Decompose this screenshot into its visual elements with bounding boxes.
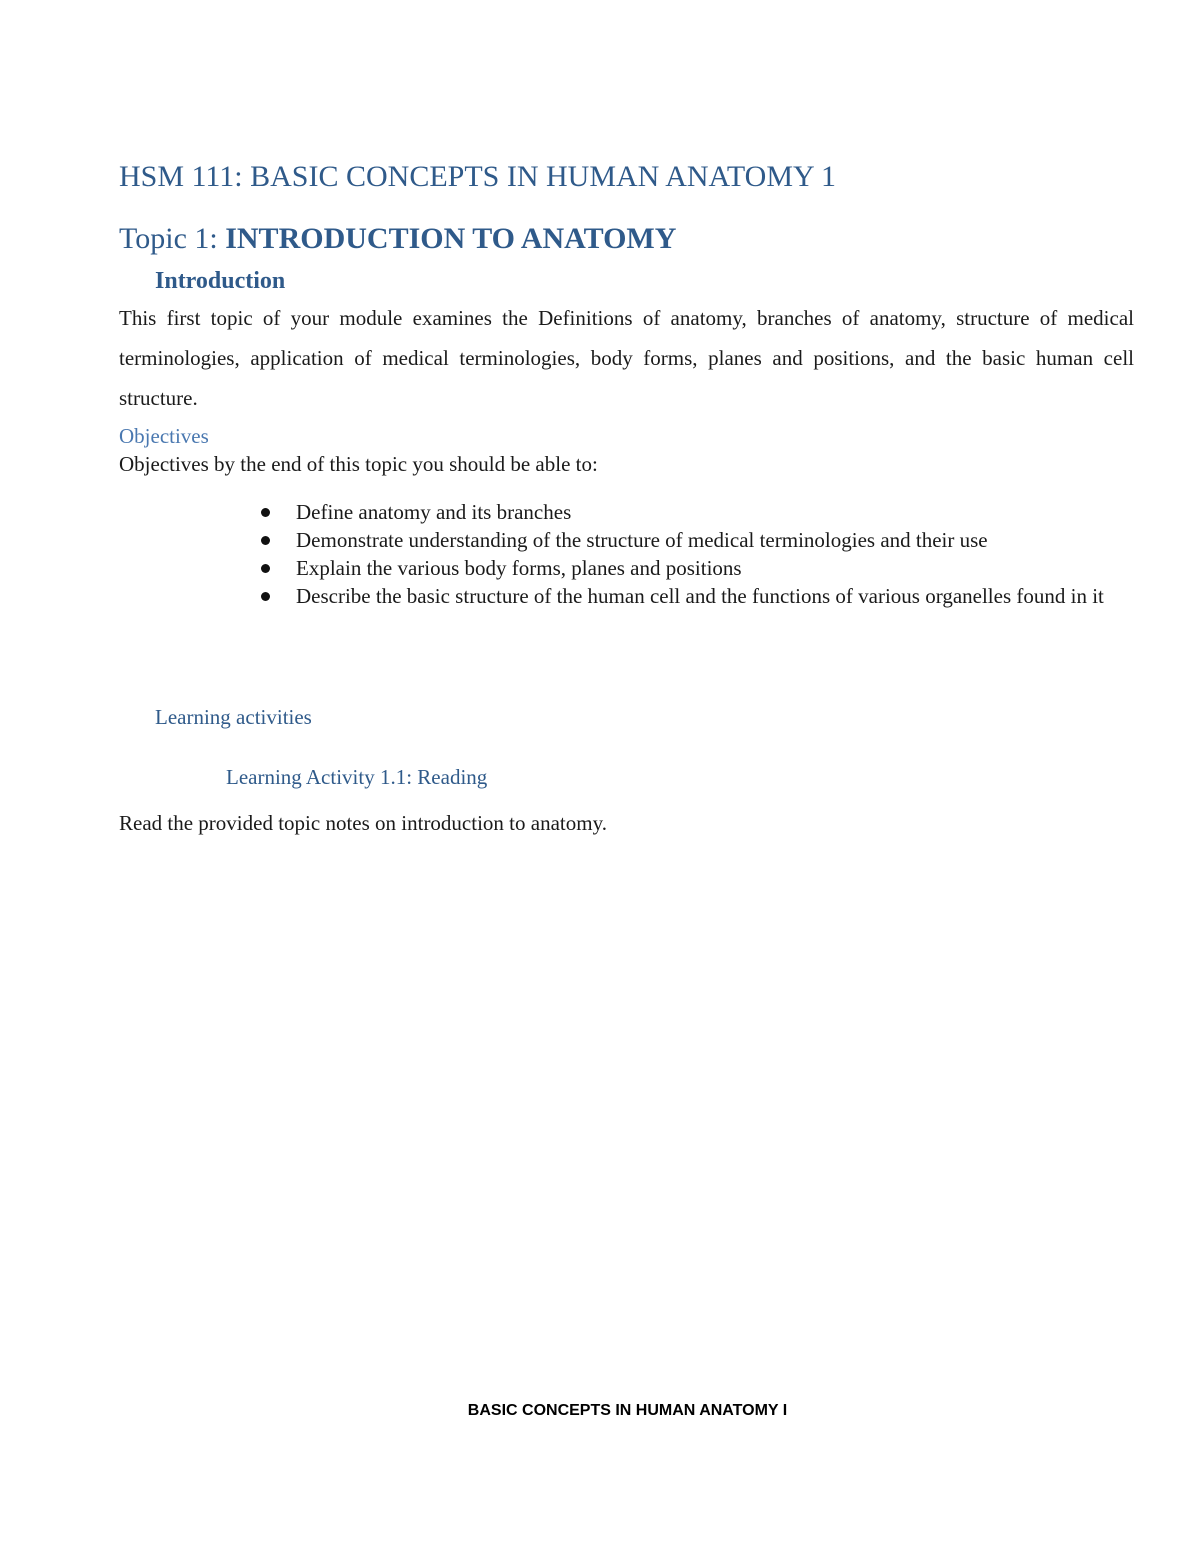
objective-text: Demonstrate understanding of the structure of medical terminologies and their use [296,528,988,552]
objective-text: Describe the basic structure of the human cell and the functions of various organelles found in it [296,584,1104,608]
topic-prefix: Topic 1: [119,222,226,255]
learning-activities-heading: Learning activities [155,705,312,729]
objectives-list [296,498,1134,610]
introduction-paragraph: This first topic of your module examines the Definitions of anatomy, branches of anatomy, structure of medical terminologies, application of medical terminologies, body forms, planes and positions, and the basic human cell structure. [119,306,1134,410]
objectives-heading: Objectives [119,424,209,448]
objective-item [296,554,1134,582]
topic-name: INTRODUCTION TO ANATOMY [225,222,677,255]
page-footer: BASIC CONCEPTS IN HUMAN ANATOMY I [467,1402,788,1419]
objective-item [296,582,1134,610]
topic-heading [119,222,676,256]
introduction-heading: Introduction [155,268,286,294]
bullet-icon [261,508,270,517]
bullet-icon [261,592,270,601]
objectives-lead: Objectives by the end of this topic you should be able to: [119,452,598,476]
objective-text: Define anatomy and its branches [296,500,572,524]
objective-text: Explain the various body forms, planes and positions [296,556,742,580]
bullet-icon [261,536,270,545]
objective-item [296,498,1134,526]
learning-activity-text: Read the provided topic notes on introduction to anatomy. [119,811,607,835]
document-title: HSM 111: BASIC CONCEPTS IN HUMAN ANATOMY 1 [119,160,837,193]
learning-activity-heading: Learning Activity 1.1: Reading [226,765,488,789]
objective-item [296,526,1134,554]
bullet-icon [261,564,270,573]
